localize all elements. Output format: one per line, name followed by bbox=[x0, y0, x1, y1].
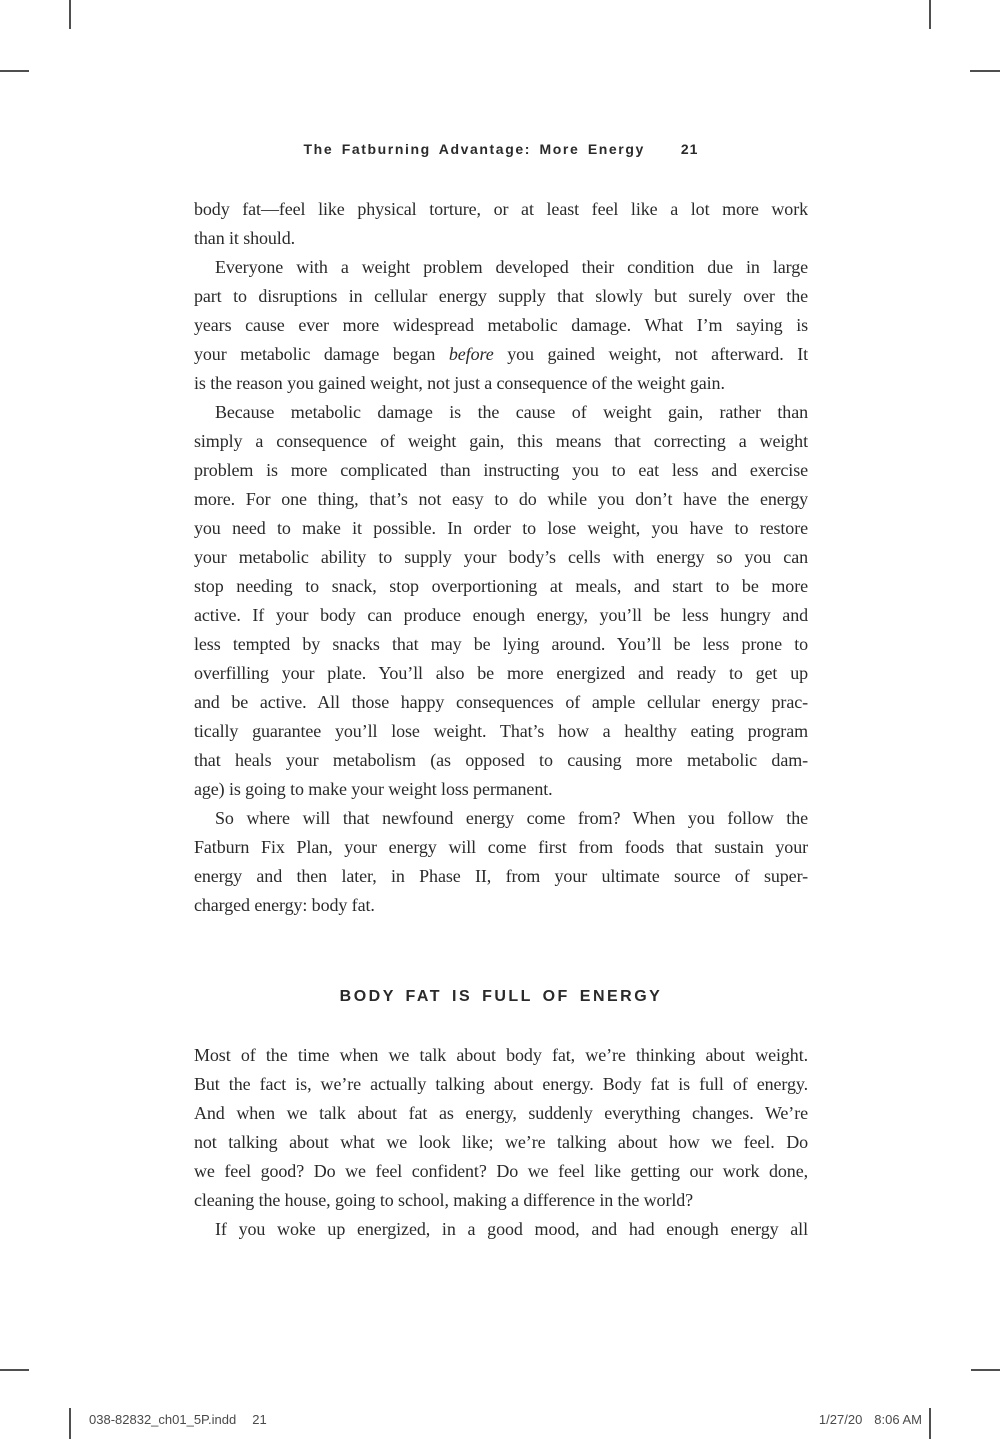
text-line: Because metabolic damage is the cause of weight gain, rather than bbox=[215, 402, 808, 422]
text-line: part to disruptions in cellular energy supply that slowly but surely over the bbox=[194, 286, 808, 306]
crop-mark-top-left-vertical bbox=[69, 0, 71, 29]
footer-filename: 038-82832_ch01_5P.indd bbox=[89, 1412, 237, 1427]
crop-mark-bottom-left-horizontal bbox=[0, 1369, 29, 1371]
text-line: cleaning the house, going to school, making a difference in the world? bbox=[194, 1190, 694, 1210]
text-line: is the reason you gained weight, not just a consequence of the weight gain. bbox=[194, 373, 725, 393]
text-line: If you woke up energized, in a good mood, and had enough energy all bbox=[215, 1219, 808, 1239]
paragraph bbox=[194, 398, 808, 804]
text-line: Fatburn Fix Plan, your energy will come first from foods that sustain your bbox=[194, 837, 808, 857]
text-line: we feel good? Do we feel confident? Do we feel like getting our work done, bbox=[194, 1161, 808, 1181]
section-heading: BODY FAT IS FULL OF ENERGY bbox=[339, 988, 663, 1005]
running-head-title: The Fatburning Advantage: More Energy bbox=[303, 141, 645, 157]
paragraph bbox=[194, 1041, 808, 1215]
text-line: years cause ever more widespread metabolic damage. What I’m saying is bbox=[194, 315, 808, 335]
running-head bbox=[194, 141, 808, 157]
text-line: that heals your metabolism (as opposed to causing more metabolic dam- bbox=[194, 750, 808, 770]
text-segment: your metabolic damage began bbox=[194, 344, 449, 364]
text-line: So where will that newfound energy come from? When you follow the bbox=[215, 808, 808, 828]
crop-mark-top-left-horizontal bbox=[0, 70, 29, 72]
text-line: not talking about what we look like; we’re talking about how we feel. Do bbox=[194, 1132, 808, 1152]
text-line: problem is more complicated than instructing you to eat less and exercise bbox=[194, 460, 808, 480]
footer-timestamp bbox=[819, 1412, 922, 1427]
crop-mark-top-right-horizontal bbox=[970, 70, 1000, 72]
text-line: energy and then later, in Phase II, from your ultimate source of super- bbox=[194, 866, 808, 886]
crop-mark-bottom-right-horizontal bbox=[971, 1369, 1000, 1371]
text-segment: you gained weight, not afterward. It bbox=[493, 344, 808, 364]
text-line: charged energy: body fat. bbox=[194, 895, 375, 915]
text-line: But the fact is, we’re actually talking about energy. Body fat is full of energy. bbox=[194, 1074, 808, 1094]
text-line: Most of the time when we talk about body fat, we’re thinking about weight. bbox=[194, 1045, 808, 1065]
text-block-2 bbox=[194, 1041, 808, 1244]
text-line: stop needing to snack, stop overportioning at meals, and start to be more bbox=[194, 576, 808, 596]
footer-date: 1/27/20 bbox=[818, 1412, 863, 1427]
text-line: Everyone with a weight problem developed their condition due in large bbox=[215, 257, 808, 277]
text-line: And when we talk about fat as energy, suddenly everything changes. We’re bbox=[194, 1103, 808, 1123]
paragraph bbox=[194, 195, 808, 253]
footer-time: 8:06 AM bbox=[874, 1412, 922, 1427]
crop-mark-top-right-vertical bbox=[929, 0, 931, 29]
text-line: and be active. All those happy consequences of ample cellular energy prac- bbox=[194, 692, 808, 712]
text-line: age) is going to make your weight loss permanent. bbox=[194, 779, 553, 799]
text-line: body fat—feel like physical torture, or at least feel like a lot more work bbox=[194, 199, 808, 219]
italic-text: before bbox=[448, 344, 494, 364]
text-line: active. If your body can produce enough energy, you’ll be less hungry and bbox=[194, 605, 808, 625]
text-line: than it should. bbox=[194, 228, 295, 248]
text-line bbox=[194, 340, 808, 369]
crop-mark-bottom-right-vertical bbox=[929, 1408, 931, 1439]
text-line: your metabolic ability to supply your body’s cells with energy so you can bbox=[194, 547, 808, 567]
text-block-1 bbox=[194, 195, 808, 920]
text-line: more. For one thing, that’s not easy to do while you don’t have the energy bbox=[194, 489, 808, 509]
paragraph bbox=[194, 804, 808, 920]
text-line: less tempted by snacks that may be lying around. You’ll be less prone to bbox=[194, 634, 808, 654]
paragraph bbox=[194, 253, 808, 398]
page-number: 21 bbox=[680, 141, 699, 157]
text-line: simply a consequence of weight gain, this means that correcting a weight bbox=[194, 431, 808, 451]
crop-mark-bottom-left-vertical bbox=[69, 1408, 71, 1439]
text-line: overfilling your plate. You’ll also be more energized and ready to get up bbox=[194, 663, 808, 683]
footer-page-number: 21 bbox=[252, 1412, 267, 1427]
paragraph bbox=[194, 1215, 808, 1244]
text-line: tically guarantee you’ll lose weight. That’s how a healthy eating program bbox=[194, 721, 808, 741]
text-line: you need to make it possible. In order to lose weight, you have to restore bbox=[194, 518, 808, 538]
footer-file-info bbox=[89, 1412, 267, 1427]
